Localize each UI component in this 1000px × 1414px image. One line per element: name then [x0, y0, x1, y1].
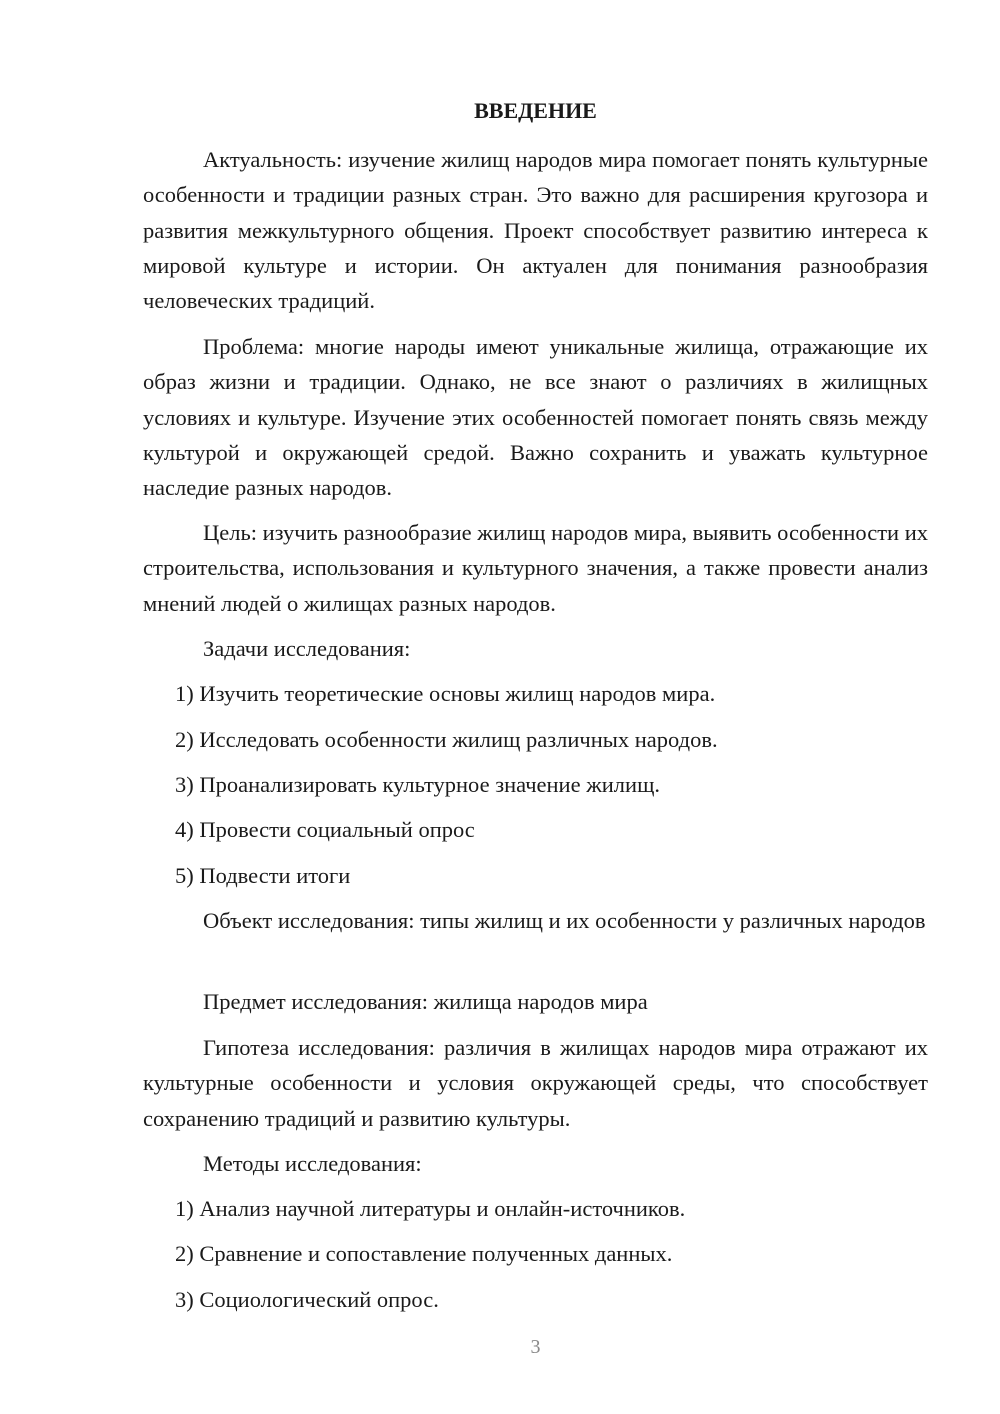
- page-number: 3: [530, 1336, 541, 1358]
- method-item-1: 1) Анализ научной литературы и онлайн-источников.: [175, 1196, 686, 1221]
- task-item-4: 4) Провести социальный опрос: [175, 817, 475, 842]
- task-item-3: 3) Проанализировать культурное значение жилищ.: [175, 772, 661, 797]
- task-item-2: 2) Исследовать особенности жилищ различных народов.: [175, 727, 718, 752]
- method-item-2: 2) Сравнение и сопоставление полученных данных.: [175, 1241, 673, 1266]
- goal-paragraph: Цель: изучить разнообразие жилищ народов мира, выявить особенности их строительства, использования и культурного значения, а также провести анализ мнений людей о жилищах разных народов.: [143, 520, 928, 616]
- hypothesis-paragraph: Гипотеза исследования: различия в жилищах народов мира отражают их культурные особенности и условия окружающей среды, что способствует сохранению традиций и развитию культуры.: [143, 1035, 928, 1131]
- task-item-5: 5) Подвести итоги: [175, 863, 351, 888]
- problem-paragraph: Проблема: многие народы имеют уникальные жилища, отражающие их образ жизни и традиции. Однако, не все знают о различиях в жилищных условиях и культуре. Изучение этих особенностей помогает понять связь между культурой и окружающей средой. Важно сохранить и уважать культурное наследие разных народов.: [143, 334, 928, 501]
- task-item-1: 1) Изучить теоретические основы жилищ народов мира.: [175, 681, 716, 706]
- methods-heading: Методы исследования:: [203, 1151, 422, 1176]
- object-paragraph: Объект исследования: типы жилищ и их особенности у различных народов: [203, 908, 926, 933]
- relevance-paragraph: Актуальность: изучение жилищ народов мира помогает понять культурные особенности и традиции разных стран. Это важно для расширения кругозора и развития межкультурного общения. Проект способствует развитию интереса к мировой культуре и истории. Он актуален для понимания разнообразия человеческих традиций.: [143, 147, 928, 314]
- method-item-3: 3) Социологический опрос.: [175, 1287, 439, 1312]
- document-page: [143, 0, 928, 1414]
- tasks-heading: Задачи исследования:: [203, 636, 411, 661]
- subject-paragraph: Предмет исследования: жилища народов мира: [203, 989, 648, 1014]
- page-title: ВВЕДЕНИЕ: [474, 98, 597, 123]
